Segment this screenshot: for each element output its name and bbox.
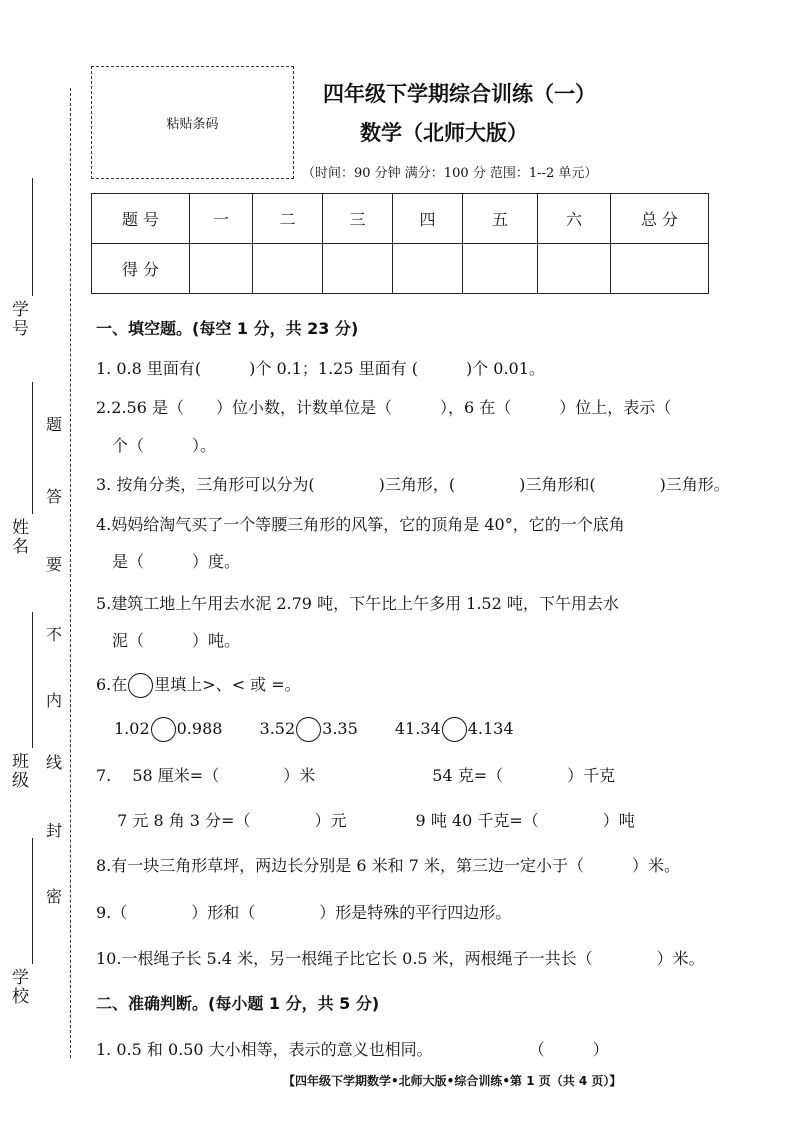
question-line-compare: [96, 672, 301, 698]
school-line: [32, 838, 33, 964]
seal-char: 密: [46, 887, 63, 906]
question-line: 2.2.56 是（ ）位小数，计数单位是（ ），6 在（ ）位上，表示（: [96, 398, 704, 417]
section-fill-blank-heading: 一、填空题。(每空 1 分，共 23 分): [96, 319, 359, 338]
seal-char: 不: [46, 625, 63, 644]
question-line: 8.有一块三角形草坪，两边长分别是 6 米和 7 米，第三边一定小于（ ）米。: [96, 856, 680, 875]
compare-item: 0.988 3.52: [176, 719, 296, 738]
section-judge-heading: 二、准确判断。(每小题 1 分，共 5 分): [96, 994, 380, 1013]
score-header-cell: 题 号: [92, 194, 190, 244]
student-id-line: [32, 178, 33, 296]
seal-char: 要: [46, 555, 63, 574]
label-student-id: 学号: [8, 300, 28, 338]
name-line: [32, 382, 33, 514]
class-line: [32, 612, 33, 748]
seal-dashed-line: [70, 88, 71, 1058]
compare-circle-icon[interactable]: [128, 673, 153, 698]
compare-circle-icon[interactable]: [442, 717, 467, 742]
score-header-cell: 一: [190, 194, 253, 244]
score-header-cell: 三: [323, 194, 393, 244]
question-line: 7. 58 厘米=（ ）米 54 克=（ ）千克: [96, 766, 616, 785]
exam-subtitle: 数学（北师大版）: [360, 121, 528, 145]
exam-meta: （时间：90 分钟 满分：100 分 范围：1--2 单元）: [302, 166, 598, 181]
seal-char: 题: [46, 415, 63, 434]
score-header-cell: 二: [253, 194, 323, 244]
question-line: 3. 按角分类，三角形可以分为( )三角形，( )三角形和( )三角形。: [96, 475, 730, 494]
seal-char: 线: [46, 753, 63, 772]
question-line: 4.妈妈给淘气买了一个等腰三角形的风筝，它的顶角是 40°，它的一个底角: [96, 515, 625, 534]
question-line: 泥（ ）吨。: [96, 631, 241, 650]
question-line: 5.建筑工地上午用去水泥 2.79 吨，下午比上午多用 1.52 吨，下午用去水: [96, 594, 619, 613]
barcode-label: 粘贴条码: [166, 117, 219, 132]
question-line: 7 元 8 角 3 分=（ ）元 9 吨 40 千克=（ ）吨: [96, 811, 635, 830]
score-row-label: 得 分: [92, 244, 190, 294]
barcode-box: [91, 66, 294, 179]
compare-item: 4.134: [467, 719, 514, 738]
seal-char: 封: [46, 821, 63, 840]
score-input-cell[interactable]: [190, 244, 253, 294]
compare-circle-icon[interactable]: [296, 717, 321, 742]
compare-item: 3.35 41.34: [322, 719, 441, 738]
question-line: 1. 0.5 和 0.50 大小相等，表示的意义也相同。 （ ）: [96, 1040, 609, 1059]
compare-prefix: 6.在: [96, 675, 128, 694]
score-input-cell[interactable]: [538, 244, 611, 294]
question-line: 9.（ ）形和（ ）形是特殊的平行四边形。: [96, 903, 512, 922]
exam-title: 四年级下学期综合训练（一）: [323, 82, 596, 106]
compare-circle-icon[interactable]: [151, 717, 176, 742]
label-school: 学校: [8, 968, 28, 1006]
score-input-cell[interactable]: [393, 244, 463, 294]
question-line: 是（ ）度。: [96, 552, 241, 571]
compare-items-line: [114, 716, 514, 742]
score-header-cell: 五: [463, 194, 538, 244]
seal-char: 答: [46, 487, 63, 506]
question-line: 个（ ）。: [96, 436, 217, 455]
score-header-cell: 四: [393, 194, 463, 244]
score-input-cell[interactable]: [323, 244, 393, 294]
seal-char: 内: [46, 691, 63, 710]
compare-suffix: 里填上>、< 或 =。: [154, 675, 301, 694]
score-input-cell[interactable]: [611, 244, 709, 294]
question-line: 10.一根绳子长 5.4 米，另一根绳子比它长 0.5 米，两根绳子一共长（ ）米。: [96, 949, 705, 968]
score-header-cell: 六: [538, 194, 611, 244]
score-input-cell[interactable]: [463, 244, 538, 294]
label-name: 姓名: [8, 518, 28, 556]
page-footer: 【四年级下学期数学•北师大版•综合训练•第 1 页（共 4 页）】: [283, 1074, 622, 1088]
label-class: 班级: [8, 752, 28, 790]
score-input-cell[interactable]: [253, 244, 323, 294]
score-header-cell: 总 分: [611, 194, 709, 244]
question-line: 1. 0.8 里面有( )个 0.1；1.25 里面有 ( )个 0.01。: [96, 359, 545, 378]
compare-item: 1.02: [114, 719, 150, 738]
score-table: [91, 193, 709, 294]
